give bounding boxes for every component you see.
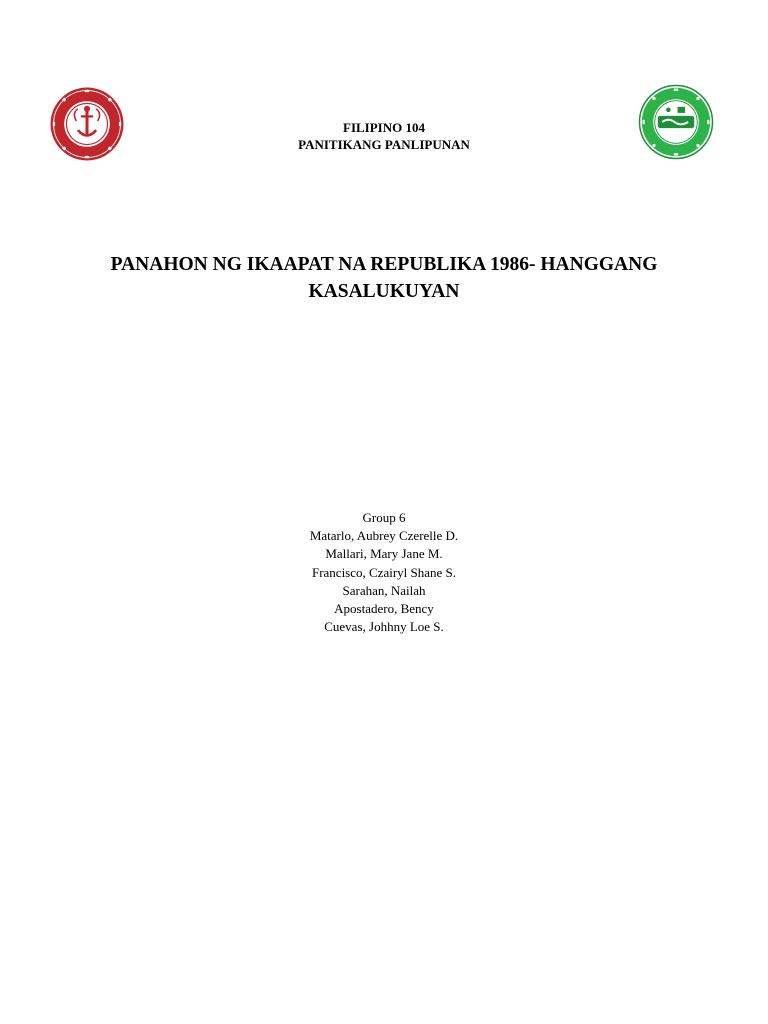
course-code: FILIPINO 104 bbox=[343, 120, 425, 135]
group-members-list bbox=[0, 509, 768, 636]
course-header bbox=[0, 119, 768, 153]
title-line-1: PANAHON NG IKAAPAT NA REPUBLIKA 1986- HANGGANG bbox=[110, 254, 658, 275]
group-name: Group 6 bbox=[362, 510, 406, 525]
list-item: Sarahan, Nailah bbox=[342, 582, 426, 598]
list-item: Cuevas, Johhny Loe S. bbox=[324, 619, 444, 635]
list-item: Apostadero, Bency bbox=[334, 601, 434, 617]
list-item: Mallari, Mary Jane M. bbox=[325, 546, 443, 562]
list-item: Matarlo, Aubrey Czerelle D. bbox=[309, 528, 459, 544]
list-item: Francisco, Czairyl Shane S. bbox=[311, 564, 457, 580]
course-name: PANITIKANG PANLIPUNAN bbox=[298, 137, 470, 152]
title-line-2: KASALUKUYAN bbox=[308, 281, 460, 302]
page-title bbox=[60, 251, 708, 305]
